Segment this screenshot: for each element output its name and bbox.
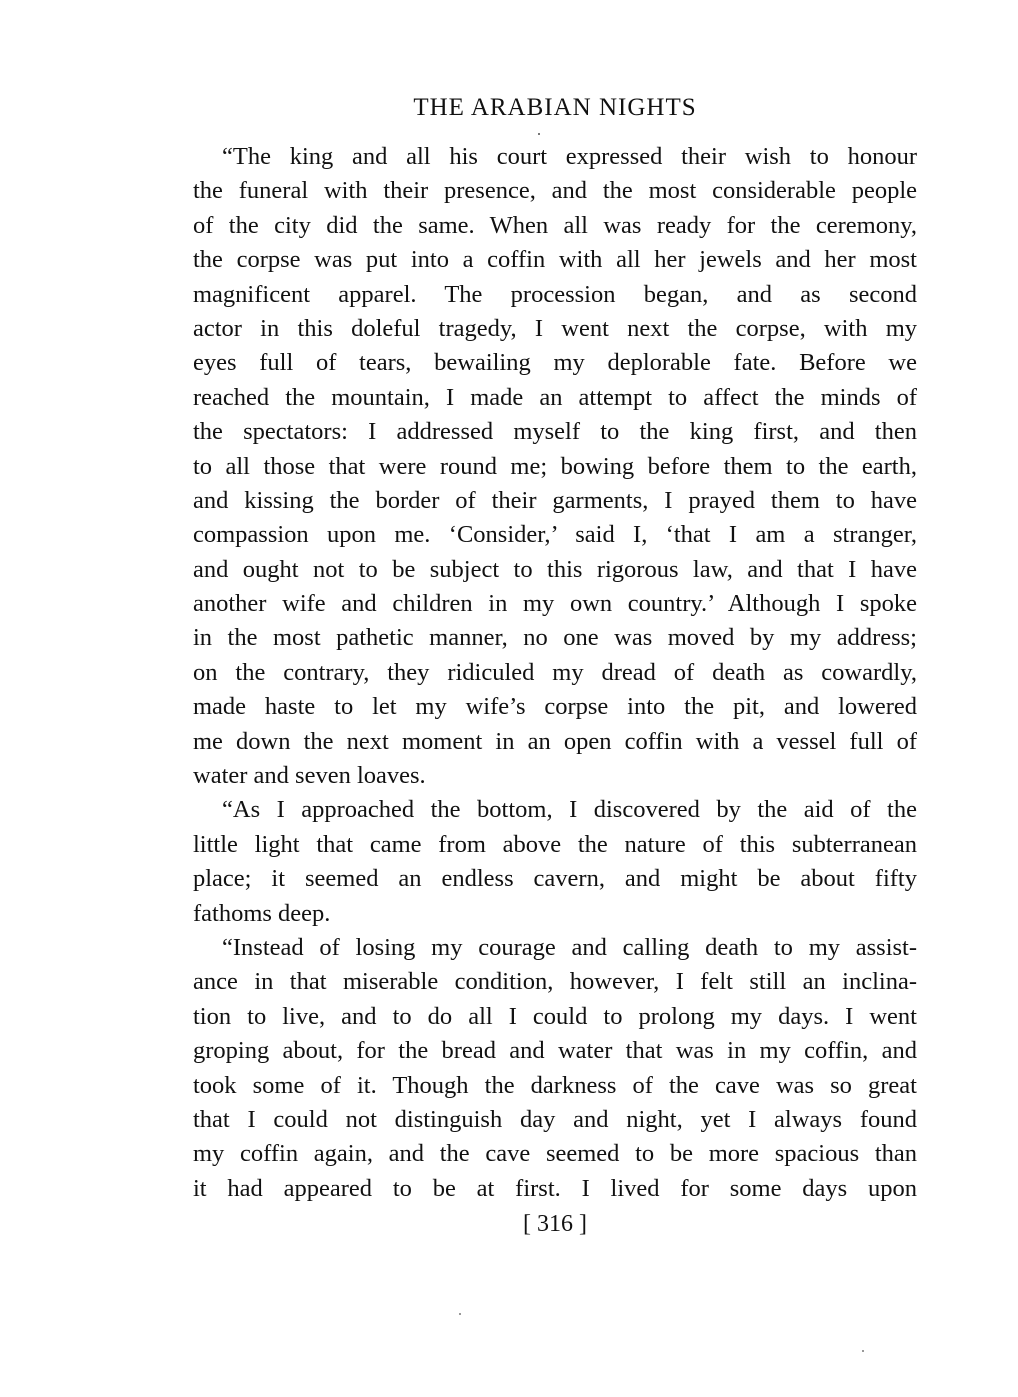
text-line: and kissing the border of their garments, I prayed them to have <box>193 486 917 514</box>
text-line: place; it seemed an endless cavern, and might be about fifty <box>193 865 917 893</box>
text-line: actor in this doleful tragedy, I went next the corpse, with my <box>193 314 917 342</box>
text-line: the funeral with their presence, and the most considerable people <box>193 177 917 205</box>
text-line: compassion upon me. ‘Consider,’ said I, ‘that I am a stranger, <box>193 521 917 549</box>
text-line: in the most pathetic manner, no one was moved by my address; <box>193 624 917 652</box>
text-line: it had appeared to be at first. I lived for some days upon <box>193 1174 917 1202</box>
text-line: “Instead of losing my courage and calling death to my assist- <box>222 933 917 961</box>
text-line: “As I approached the bottom, I discovered by the aid of the <box>222 796 917 824</box>
text-line: another wife and children in my own country.’ Although I spoke <box>193 590 917 618</box>
paragraph-2 <box>193 793 917 931</box>
text-line: little light that came from above the nature of this subterranean <box>193 830 917 858</box>
text-line: fathoms deep. <box>193 899 331 927</box>
text-line: of the city did the same. When all was ready for the ceremony, <box>193 211 917 239</box>
paragraph-3 <box>193 931 917 1206</box>
scan-speck <box>538 133 540 135</box>
text-line: and ought not to be subject to this rigorous law, and that I have <box>193 555 917 583</box>
text-line: eyes full of tears, bewailing my deplorable fate. Before we <box>193 349 917 377</box>
text-line: reached the mountain, I made an attempt to affect the minds of <box>193 383 917 411</box>
scan-speck <box>862 1350 864 1352</box>
text-line: the spectators: I addressed myself to the king first, and then <box>193 418 917 446</box>
text-line: on the contrary, they ridiculed my dread of death as cowardly, <box>193 658 917 686</box>
scan-speck <box>459 1313 461 1315</box>
text-line: magnificent apparel. The procession began, and as second <box>193 280 917 308</box>
text-line: the corpse was put into a coffin with all her jewels and her most <box>193 246 917 274</box>
text-line: “The king and all his court expressed their wish to honour <box>222 143 917 170</box>
text-line: took some of it. Though the darkness of the cave was so great <box>193 1071 917 1099</box>
text-line: that I could not distinguish day and night, yet I always found <box>193 1105 917 1133</box>
text-line: groping about, for the bread and water that was in my coffin, and <box>193 1037 917 1065</box>
page-number: [ 316 ] <box>523 1211 587 1237</box>
text-line: my coffin again, and the cave seemed to be more spacious than <box>193 1140 917 1168</box>
text-line: me down the next moment in an open coffin with a vessel full of <box>193 727 917 755</box>
text-line: tion to live, and to do all I could to prolong my days. I went <box>193 1002 917 1030</box>
text-line: to all those that were round me; bowing before them to the earth, <box>193 452 917 480</box>
text-line: water and seven loaves. <box>193 762 426 790</box>
text-line: made haste to let my wife’s corpse into the pit, and lowered <box>193 693 917 721</box>
paragraph-1 <box>193 140 917 793</box>
body-text <box>193 140 917 1206</box>
text-line: ance in that miserable condition, however, I felt still an inclina- <box>193 968 917 996</box>
running-head: THE ARABIAN NIGHTS <box>413 94 697 121</box>
